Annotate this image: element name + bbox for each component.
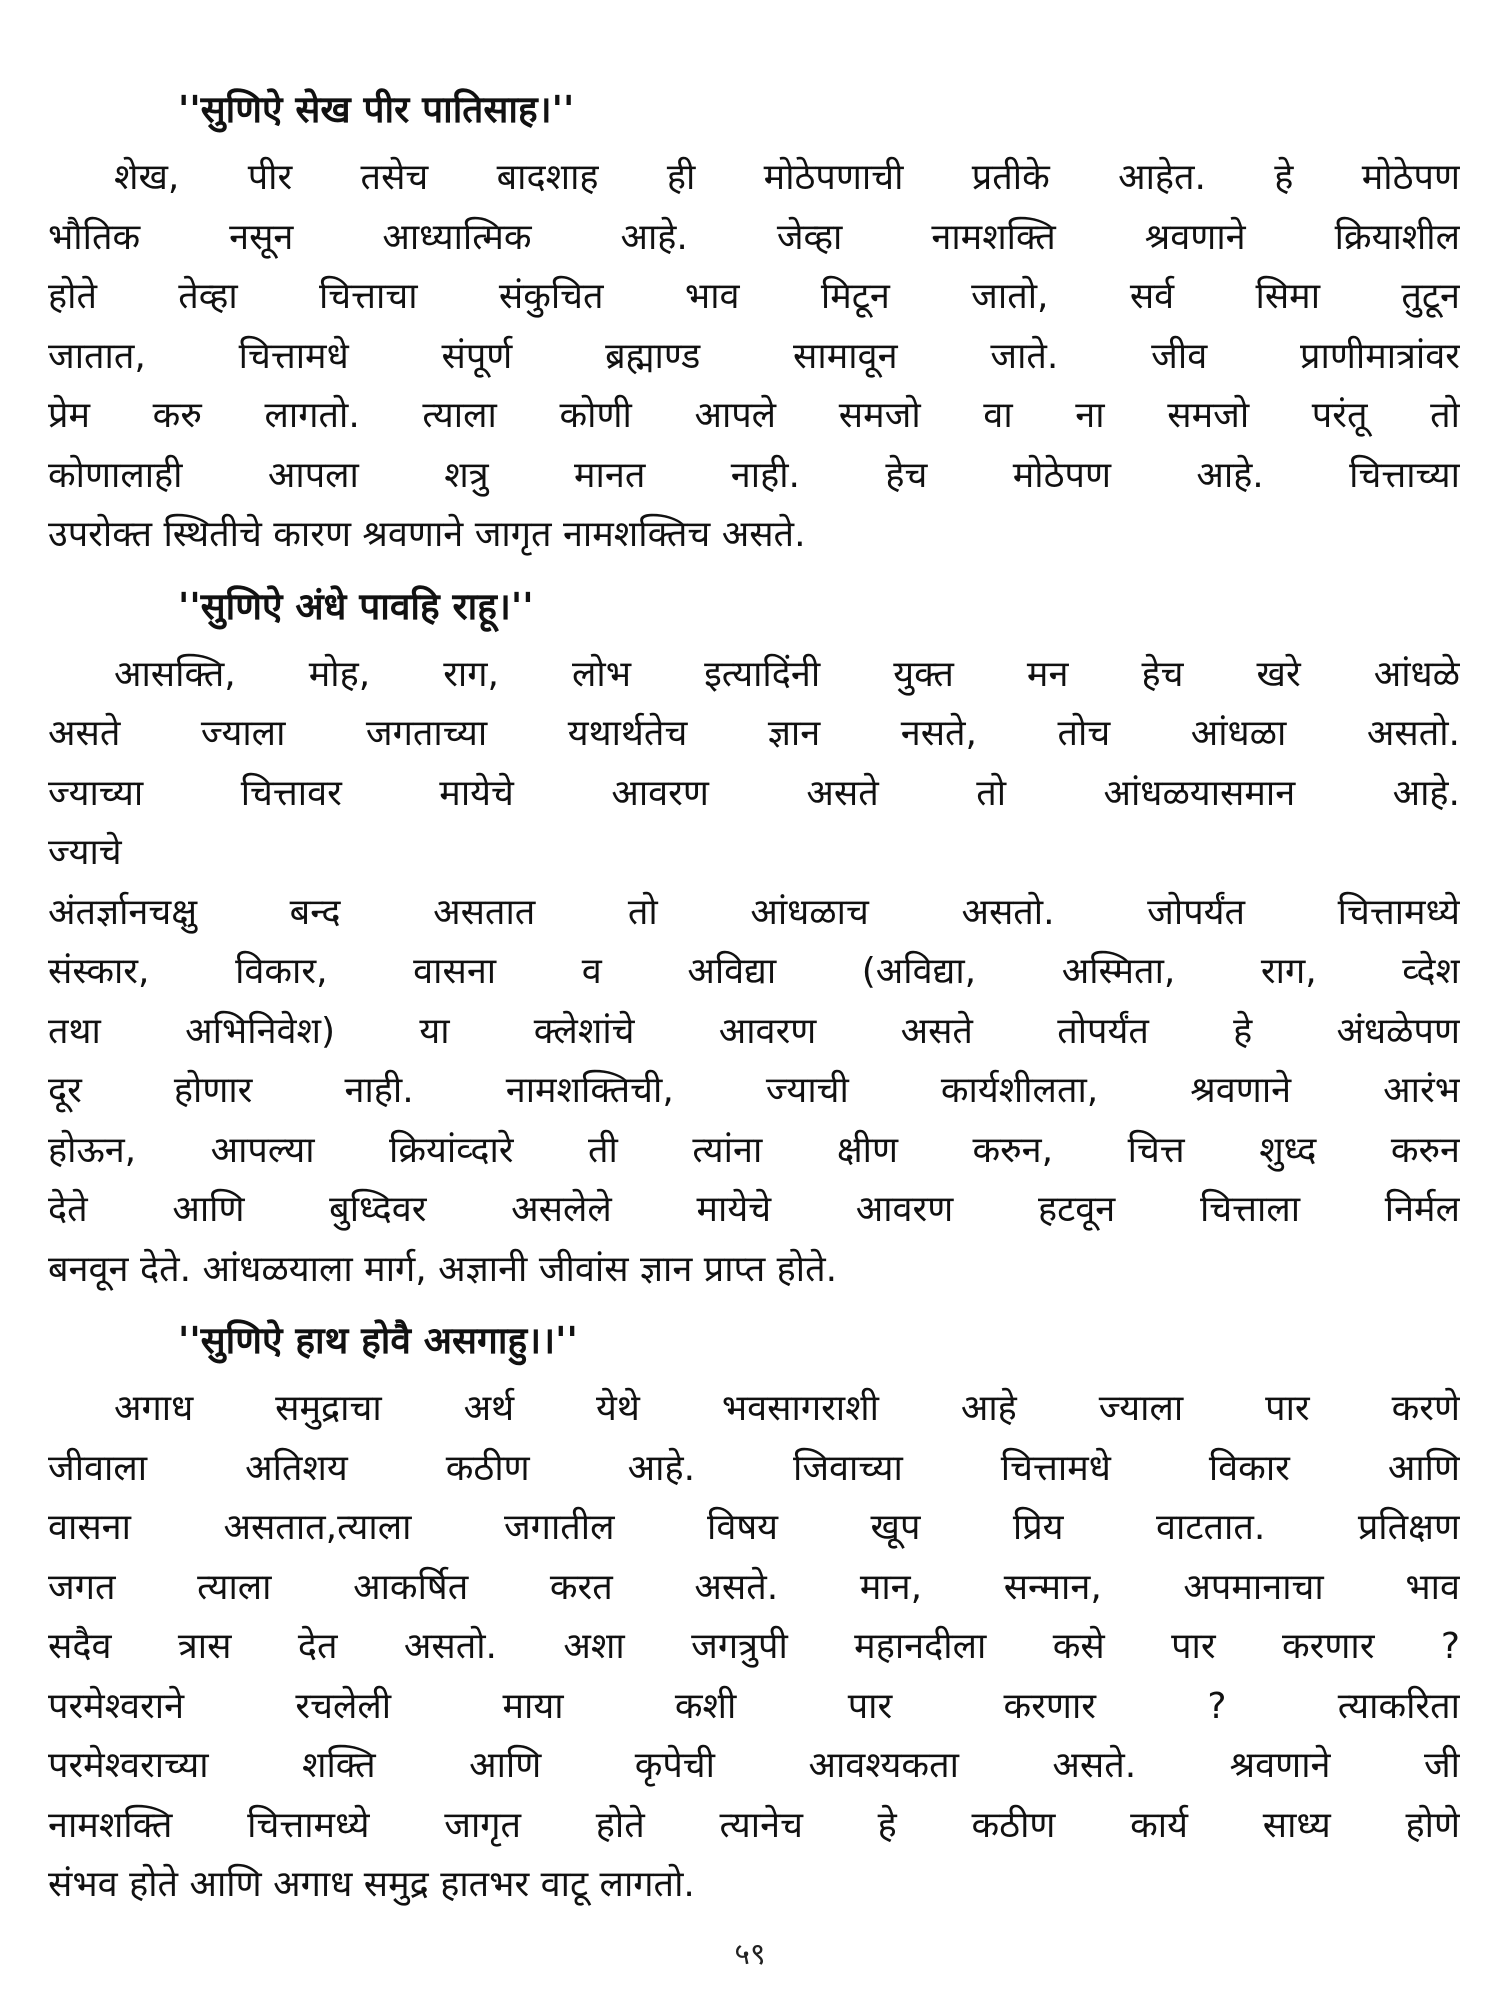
text-line: दूर होणार नाही. नामशक्तिची, ज्याची कार्यशीलता, श्रवणाने आरंभ: [48, 1070, 1460, 1111]
section-1: [48, 82, 1460, 565]
text-line: जीवाला अतिशय कठीण आहे. जिवाच्या चित्तामधे विकार आणि: [48, 1447, 1460, 1489]
text-line: संभव होते आणि अगाध समुद्र हातभर वाटू लागतो.: [48, 1864, 695, 1905]
text-line: ज्याचे: [48, 832, 122, 873]
text-line: परमेश्वराच्या शक्ति आणि कृपेची आवश्यकता असते. श्रवणाने जी: [48, 1745, 1460, 1786]
text-line: अंतर्ज्ञानचक्षु बन्द असतात तो आंधळाच असतो. जोपर्यंत चित्तामध्ये: [48, 891, 1460, 933]
text-line: तथा अभिनिवेश) या क्लेशांचे आवरण असते तोपर्यंत हे अंधळेपण: [48, 1010, 1460, 1052]
text-line: कोणालाही आपला शत्रु मानत नाही. हेच मोठेपण आहे. चित्ताच्या: [48, 454, 1460, 496]
paragraph: [48, 1379, 1460, 1915]
verse-heading: ''सुणिऐ सेख पीर पातिसाह।'': [178, 88, 575, 131]
text-line: आसक्ति, मोह, राग, लोभ इत्यादिंनी युक्त मन हेच खरे आंधळे: [114, 653, 1460, 695]
text-line: परमेश्वराने रचलेली माया कशी पार करणार ? त्याकरिता: [48, 1685, 1460, 1727]
page-number: ५९: [734, 1937, 766, 1972]
section-3: [48, 1313, 1460, 1915]
text-line: उपरोक्त स्थितीचे कारण श्रवणाने जागृत नामशक्तिच असते.: [48, 514, 806, 555]
text-line: बनवून देते. आंधळयाला मार्ग, अज्ञानी जीवांस ज्ञान प्राप्त होते.: [48, 1248, 838, 1290]
text-line: होते तेव्हा चित्ताचा संकुचित भाव मिटून जातो, सर्व सिमा तुटून: [48, 276, 1460, 317]
text-line: जातात, चित्तामधे संपूर्ण ब्रह्माण्ड सामावून जाते. जीव प्राणीमात्रांवर: [48, 335, 1460, 377]
text-line: अगाध समुद्राचा अर्थ येथे भवसागराशी आहे ज्याला पार करणे: [114, 1388, 1460, 1429]
text-line: शेख, पीर तसेच बादशाह ही मोठेपणाची प्रतीके आहेत. हे मोठेपण: [114, 157, 1460, 198]
text-line: प्रेम करु लागतो. त्याला कोणी आपले समजो वा ना समजो परंतू तो: [48, 395, 1460, 436]
text-line: देते आणि बुध्दिवर असलेले मायेचे आवरण हटवून चित्ताला निर्मल: [48, 1189, 1460, 1230]
text-line: असते ज्याला जगताच्या यथार्थतेच ज्ञान नसते, तोच आंधळा असतो.: [48, 713, 1460, 754]
text-line: भौतिक नसून आध्यात्मिक आहे. जेव्हा नामशक्ति श्रवणाने क्रियाशील: [48, 216, 1460, 258]
text-line: जगत त्याला आकर्षित करत असते. मान, सन्मान, अपमानाचा भाव: [48, 1566, 1460, 1608]
section-2: [48, 579, 1460, 1300]
text-line: होऊन, आपल्या क्रियांव्दारे ती त्यांना क्षीण करुन, चित्त शुध्द करुन: [48, 1129, 1460, 1171]
text-line: नामशक्ति चित्तामध्ये जागृत होते त्यानेच हे कठीण कार्य साध्य होणे: [48, 1804, 1460, 1846]
paragraph: [48, 148, 1460, 565]
text-line: वासना असतात,त्याला जगातील विषय खूप प्रिय वाटतात. प्रतिक्षण: [48, 1507, 1460, 1548]
text-line: सदैव त्रास देत असतो. अशा जगत्रुपी महानदीला कसे पार करणार ?: [48, 1626, 1460, 1667]
verse-heading: ''सुणिऐ अंधे पावहि राहू।'': [178, 584, 534, 628]
page-content: [48, 82, 1460, 1929]
verse-heading: ''सुणिऐ हाथ होवै असगाहु।।'': [178, 1319, 578, 1362]
text-line: संस्कार, विकार, वासना व अविद्या (अविद्या, अस्मिता, राग, व्देश: [48, 951, 1460, 992]
paragraph: [48, 645, 1460, 1300]
text-line: ज्याच्या चित्तावर मायेचे आवरण असते तो आंधळयासमान आहे.: [48, 772, 1460, 814]
